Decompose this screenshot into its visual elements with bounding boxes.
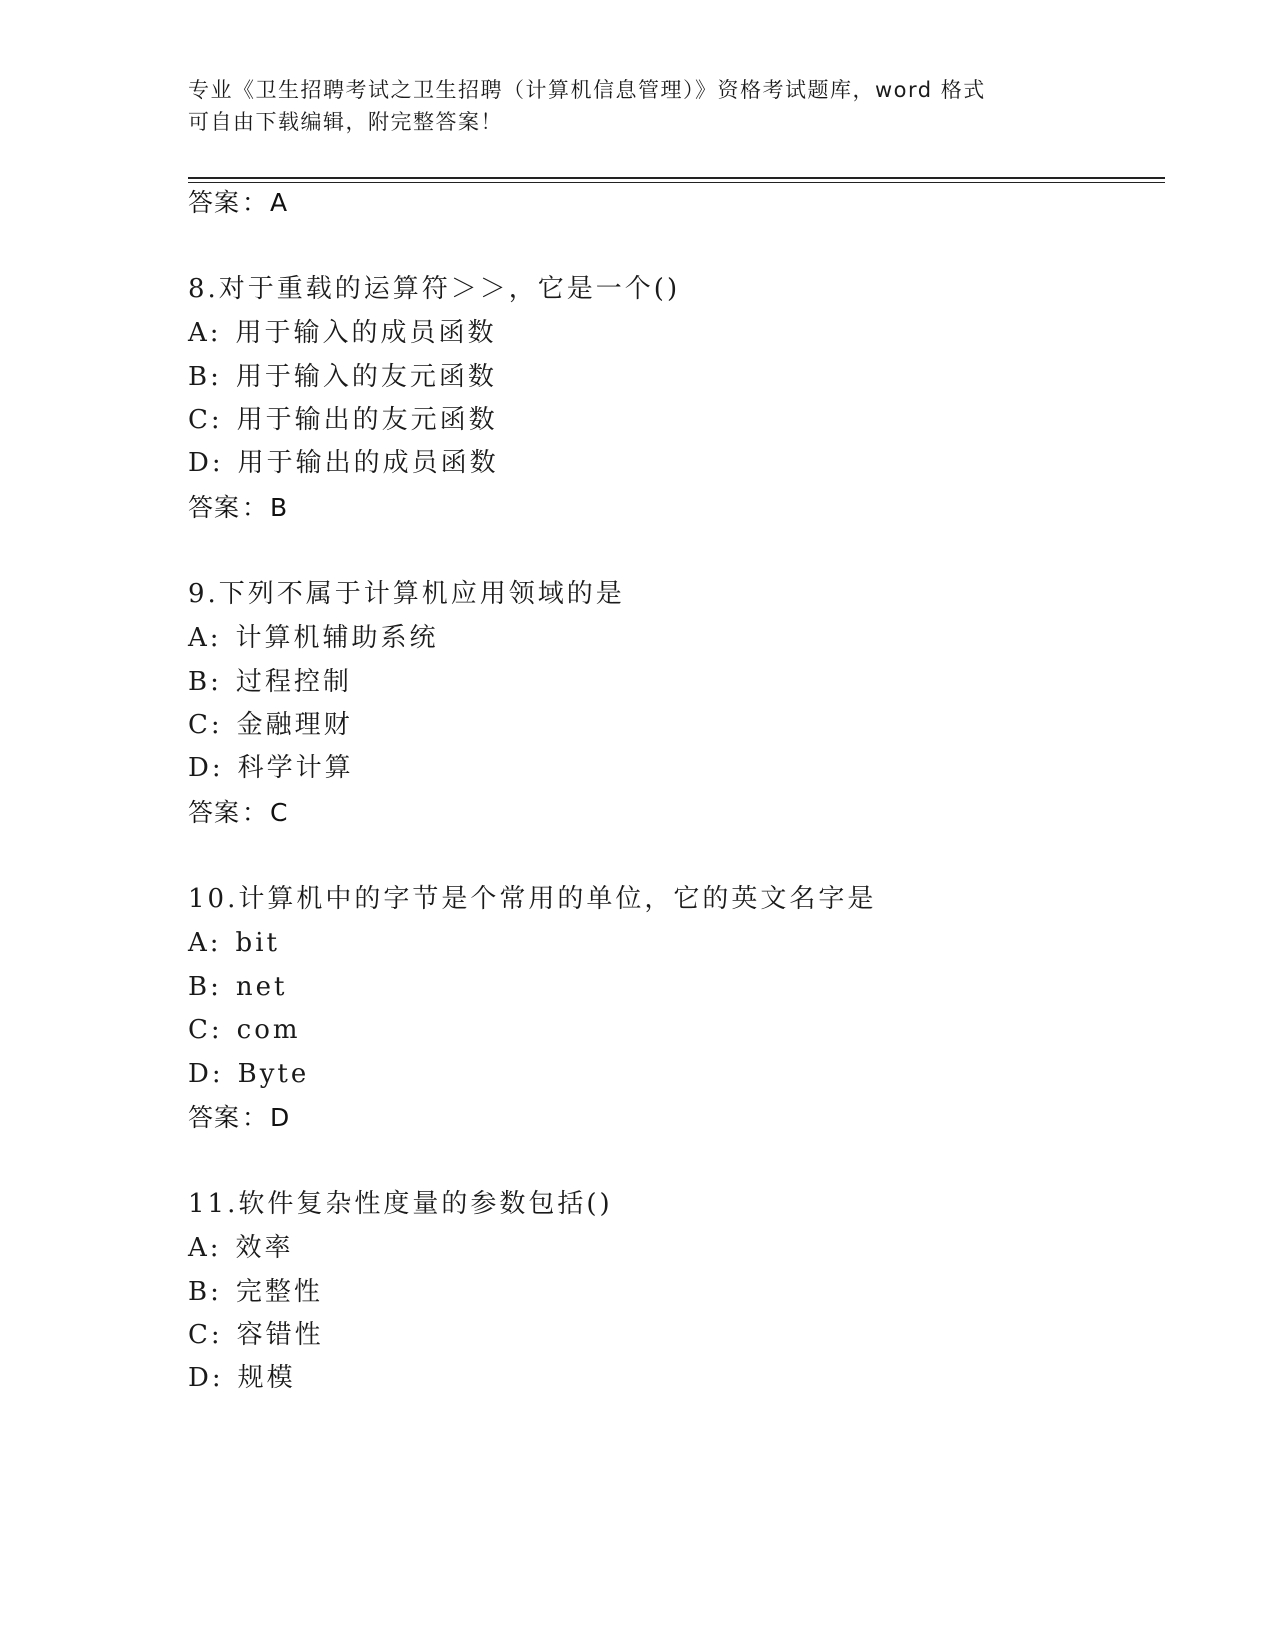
answer-line-10 (188, 1101, 290, 1135)
answer-separator: ： (242, 493, 269, 522)
option-11-d (188, 1361, 296, 1395)
option-9-d (188, 751, 354, 785)
option-10-d (188, 1057, 309, 1091)
option-11-c (188, 1318, 324, 1352)
answer-label: 答案 (188, 188, 241, 217)
option-9-c (188, 708, 353, 742)
option-key: A: (188, 1233, 222, 1263)
option-key: D: (188, 753, 224, 783)
option-text: 完整性 (235, 1277, 323, 1307)
question-stem-9: 9.下列不属于计算机应用领域的是 (188, 579, 625, 609)
question-stem-8: 8.对于重载的运算符＞＞，它是一个() (188, 274, 681, 304)
option-9-b (188, 665, 352, 699)
option-key: D: (188, 1363, 224, 1393)
option-key: A: (188, 623, 222, 653)
option-text: com (236, 1015, 301, 1045)
option-key: D: (188, 448, 224, 478)
document-header (188, 74, 1078, 138)
answer-label: 答案 (188, 493, 241, 522)
option-text: 规模 (237, 1363, 296, 1393)
answer-value: B (270, 493, 289, 522)
answer-value: C (270, 798, 289, 827)
option-text: Byte (237, 1059, 310, 1089)
answer-separator: ： (242, 798, 269, 827)
option-10-b (188, 970, 287, 1004)
option-text: 计算机辅助系统 (235, 623, 439, 653)
option-text: 科学计算 (237, 753, 354, 783)
option-key: B: (188, 972, 222, 1002)
option-key: A: (188, 318, 222, 348)
option-text: 容错性 (236, 1320, 324, 1350)
header-divider-thick (188, 177, 1165, 179)
answer-label: 答案 (188, 798, 241, 827)
answer-line-8 (188, 491, 288, 525)
header-divider-thin (188, 182, 1165, 183)
option-text: 效率 (235, 1233, 294, 1263)
option-8-b (188, 360, 497, 394)
answer-line-prev (188, 186, 288, 220)
answer-separator: ： (242, 188, 269, 217)
option-key: C: (188, 1015, 223, 1045)
option-8-c (188, 403, 498, 437)
question-stem-10: 10.计算机中的字节是个常用的单位，它的英文名字是 (188, 884, 877, 914)
option-key: B: (188, 1277, 222, 1307)
option-8-d (188, 446, 499, 480)
answer-separator: ： (242, 1103, 269, 1132)
option-9-a (188, 621, 439, 655)
option-text: 用于输出的成员函数 (237, 448, 499, 478)
option-text: net (235, 972, 288, 1002)
option-key: C: (188, 405, 223, 435)
option-text: 金融理财 (236, 710, 353, 740)
option-key: D: (188, 1059, 224, 1089)
header-line-2: 可自由下载编辑，附完整答案！ (188, 110, 503, 134)
option-key: B: (188, 362, 222, 392)
option-text: 用于输入的成员函数 (235, 318, 497, 348)
answer-value: A (270, 188, 289, 217)
answer-line-9 (188, 796, 289, 830)
option-key: A: (188, 928, 222, 958)
option-key: C: (188, 710, 223, 740)
option-8-a (188, 316, 497, 350)
option-text: 过程控制 (235, 667, 352, 697)
option-text: 用于输出的友元函数 (236, 405, 498, 435)
answer-value: D (270, 1103, 291, 1132)
option-10-c (188, 1013, 301, 1047)
option-text: bit (235, 928, 280, 958)
option-11-b (188, 1275, 323, 1309)
option-key: B: (188, 667, 222, 697)
question-stem-11: 11.软件复杂性度量的参数包括() (188, 1189, 613, 1219)
option-text: 用于输入的友元函数 (235, 362, 497, 392)
answer-label: 答案 (188, 1103, 241, 1132)
header-line-1: 专业《卫生招聘考试之卫生招聘（计算机信息管理）》资格考试题库，word 格式 (188, 78, 986, 102)
option-10-a (188, 926, 280, 960)
option-11-a (188, 1231, 294, 1265)
option-key: C: (188, 1320, 223, 1350)
